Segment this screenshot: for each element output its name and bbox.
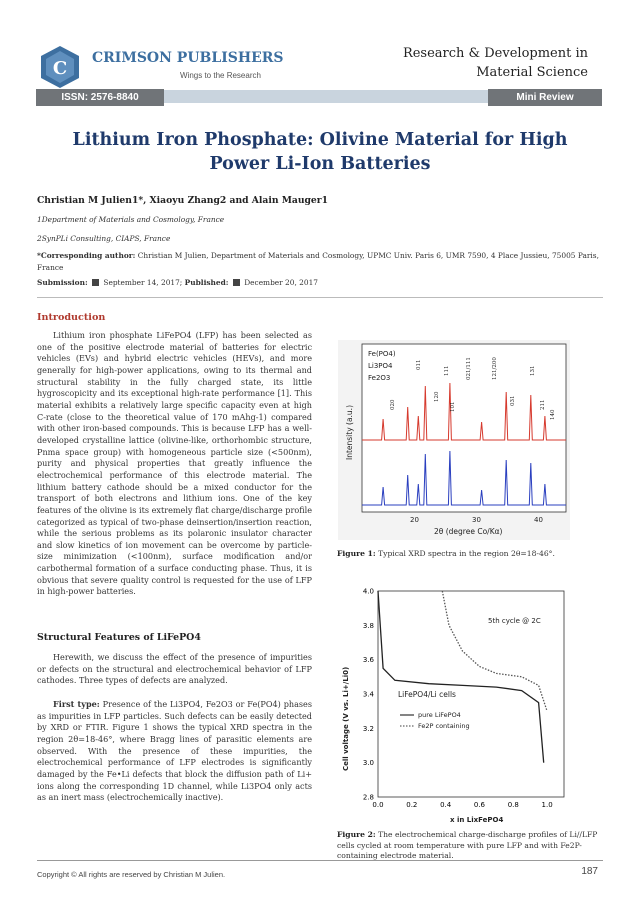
legend-li3po4: Li3PO4 [368, 362, 393, 370]
figure-1-caption-text: Typical XRD spectra in the region 2θ=18-46°. [378, 549, 555, 558]
y-tick: 4.0 [362, 587, 374, 596]
peak-label: 021/111 [466, 357, 472, 380]
issn-badge: ISSN: 2576-8840 [36, 89, 164, 106]
peak-label: 211 [540, 399, 546, 410]
x-tick: 40 [534, 516, 543, 524]
copyright-notice: Copyright © All rights are reserved by Christian M Julien. [37, 870, 226, 879]
figure-1-panel [338, 340, 570, 540]
y-tick: 3.2 [362, 724, 374, 733]
intro-paragraph [37, 330, 312, 598]
structural-paragraph-2 [37, 699, 312, 804]
structural-paragraph-1 [37, 652, 312, 687]
peak-label: 111 [444, 365, 450, 376]
x-tick: 30 [472, 516, 481, 524]
journal-title-line1: Research & Development in [402, 46, 588, 61]
peak-label: 020 [390, 399, 396, 410]
calendar-icon [233, 279, 240, 286]
divider [37, 297, 603, 298]
published-date: December 20, 2017 [244, 278, 318, 287]
peak-label: 121/200 [492, 357, 498, 380]
y-tick: 3.4 [362, 690, 374, 699]
corresponding-text: Christian M Julien, Department of Materials and Cosmology, UPMC Univ. Paris 6, UMR 7590, 4 Place Jussieu, 75005 Paris, France [37, 251, 599, 272]
x-tick: 0.8 [507, 801, 519, 809]
author-list: Christian M Julien1*, Xiaoyu Zhang2 and Alain Mauger1 [37, 195, 329, 206]
affiliation-2: 2SynPLi Consulting, CIAPS, France [37, 234, 171, 243]
x-tick: 0.2 [406, 801, 418, 809]
corresponding-label: *Corresponding author: [37, 251, 136, 260]
intro-heading: Introduction [37, 312, 106, 323]
figure-1-caption [337, 549, 601, 560]
first-type-label: First type: [53, 699, 100, 709]
x-axis-label: 2θ (degree Co/Kα) [434, 527, 503, 536]
y-tick: 2.8 [362, 793, 374, 802]
y-tick: 3.8 [362, 621, 374, 630]
cell-label: LiFePO4/Li cells [398, 690, 456, 699]
affiliation-1: 1Department of Materials and Cosmology, France [37, 215, 225, 224]
legend-pure: pure LiFePO4 [418, 711, 461, 719]
legend-fe2p: Fe2P containing [418, 722, 470, 730]
xrd-chart [338, 340, 570, 540]
structural-text-2: Presence of the Li3PO4, Fe2O3 or Fe(PO4) phases as impurities in LFP particles. Such defects can be easily detected by XRD or FTIR. Figure 1 shows the typical XRD spectra in the region 2θ=18-46°, where Bragg lines of parasitic elements are observed. With the presence of these impurities, the electrochemical performance of LFP electrodes is significantly damaged by the Fe•Li defects that block the diffusion path of Li+ ions along the corresponding 1D channel, while Li3PO4 only acts as an inert mass (electrochemically inactive). [37, 699, 313, 803]
y-tick: 3.0 [362, 759, 374, 768]
submission-label: Submission: [37, 278, 88, 287]
figure-2-panel [338, 581, 570, 828]
crimson-logo-icon [37, 44, 83, 90]
title-line2: Power Li-Ion Batteries [209, 154, 431, 174]
title-line1: Lithium Iron Phosphate: Olivine Material for High [72, 130, 568, 150]
peak-label: 131 [530, 365, 536, 376]
peak-label: 140 [550, 409, 556, 420]
y-axis-label: Intensity (a.u.) [345, 405, 354, 460]
submission-date: September 14, 2017; [103, 278, 183, 287]
peak-label: 101 [450, 401, 456, 412]
peak-label: 011 [416, 359, 422, 370]
journal-title [403, 44, 588, 82]
y-tick: 3.6 [362, 656, 374, 665]
structural-heading: Structural Features of LiFePO4 [37, 632, 201, 643]
intro-text: Lithium iron phosphate LiFePO4 (LFP) has been selected as one of the positive electrode material of batteries for electric vehicles (EVs) and hybrid electric vehicles (HEVs), and more generally for high-power applications, owing to its thermal and structural stability in the fully charged state, its little hygroscopicity and its exceptional high-rate performance [1]. This material exhibits a relatively large specific capacity even at high C-rate (close to the theoretical value of 170 mAhg-1) compared with other iron-based compounds. This is because LFP has a well-developed crystalline lattice (olivine-like, orthorhombic structure, Pnma space group) with homogeneous particle size (<500nm), purity and physical properties that greatly influence the electrochemical performance of this electrode material. The lithium battery cathode should be a mixed conductor for the transport of both electrons and lithium ions. One of the key features of the olivine is its extremely flat charge/discharge profile categorized as typical of two-phase deinsertion/insertion reaction, while the serious problems as its polaronic insulator character and slow kinetics of ion movement can be overcome by particle-size minimization (<100nm), surface modification and/or carbothermal formation of a surface conducting phase. Thus, it is obvious that severe quality control is requested for the use of LFP in high-power batteries. [37, 330, 312, 597]
figure-1-label: Figure 1: [337, 549, 376, 558]
svg-text:C: C [52, 58, 68, 79]
peak-label: 120 [434, 391, 440, 402]
x-axis-label: x in LixFePO4 [450, 816, 504, 824]
publisher-name: CRIMSON PUBLISHERS [92, 50, 284, 66]
x-tick: 20 [410, 516, 419, 524]
article-dates [37, 278, 318, 287]
x-tick: 1.0 [541, 801, 553, 809]
structural-text-1: Herewith, we discuss the effect of the presence of impurities or defects on the structural and electrochemical behavior of LFP cathodes. Three types of defects are analyzed. [37, 652, 312, 686]
legend-feopo4: Fe(PO4) [368, 350, 396, 358]
y-axis-label: Cell voltage (V vs. Li+/Li0) [342, 666, 350, 771]
article-type-badge: Mini Review [488, 89, 602, 106]
figure-2-label: Figure 2: [337, 830, 376, 839]
x-tick: 0.6 [473, 801, 486, 809]
x-tick: 0.4 [440, 801, 452, 809]
corresponding-author [37, 250, 603, 273]
cycle-annotation: 5th cycle @ 2C [488, 617, 541, 625]
figure-2-caption-text: The electrochemical charge-discharge profiles of Li//LFP cells cycled at room temperature with pure LFP and with Fe2P-containing electrode material. [337, 830, 598, 860]
published-label: Published: [184, 278, 229, 287]
voltage-chart [338, 581, 570, 828]
x-tick: 0.0 [372, 801, 384, 809]
peak-label: 031 [510, 395, 516, 406]
journal-title-line2: Material Science [476, 65, 588, 80]
calendar-icon [92, 279, 99, 286]
footer-divider [37, 860, 603, 861]
publisher-tagline: Wings to the Research [180, 71, 261, 80]
page-number: 187 [581, 866, 598, 877]
legend-fe2o3: Fe2O3 [368, 374, 391, 382]
article-title [40, 128, 600, 176]
figure-2-caption [337, 830, 601, 862]
